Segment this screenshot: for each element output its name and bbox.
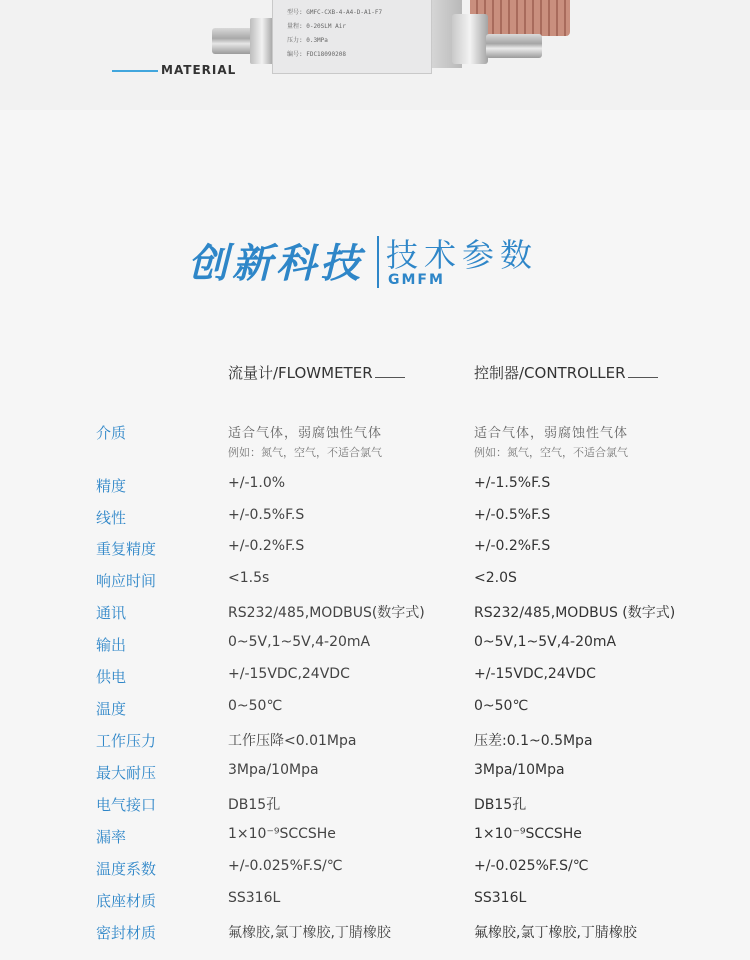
spec-label: 密封材质 (96, 924, 157, 942)
controller-value: 0~50℃ (474, 698, 529, 714)
nameplate-line: 型号: GMFC-CXB-4-A4-D-A1-F7 (287, 9, 383, 16)
spec-label: 重复精度 (96, 540, 157, 558)
medium-example-text: 例如：氮气，空气，不适合氯气 (474, 446, 628, 459)
flowmeter-value: +/-15VDC,24VDC (228, 666, 350, 682)
title-divider (377, 236, 379, 288)
controller-value: +/-0.5%F.S (474, 507, 551, 523)
product-photo (0, 0, 750, 80)
controller-value: +/-1.5%F.S (474, 475, 551, 491)
flowmeter-value: +/-0.5%F.S (228, 507, 305, 523)
spec-label: 电气接口 (96, 796, 157, 814)
flowmeter-value: +/-0.025%F.S/℃ (228, 858, 343, 874)
medium-main-text: 适合气体，弱腐蚀性气体 (228, 426, 383, 441)
controller-value: +/-0.2%F.S (474, 538, 551, 554)
flowmeter-value: +/-0.2%F.S (228, 538, 305, 554)
medium-example-text: 例如：氮气，空气，不适合氯气 (228, 446, 382, 459)
controller-value: <2.0S (474, 570, 517, 586)
controller-value: 0~5V,1~5V,4-20mA (474, 634, 617, 650)
spec-label: 工作压力 (96, 732, 157, 750)
left-nut (250, 18, 274, 64)
controller-value: DB15孔 (474, 797, 527, 813)
flowmeter-value: +/-1.0% (228, 475, 286, 491)
nameplate-line: 编号: FDC18090208 (287, 51, 346, 58)
spec-label: 通讯 (96, 604, 127, 622)
spec-label: 供电 (96, 668, 127, 686)
flowmeter-value: <1.5s (228, 570, 270, 586)
spec-label: 温度系数 (96, 860, 157, 878)
material-label: MATERIAL (161, 63, 237, 77)
spec-label: 精度 (96, 477, 127, 495)
header-underline (375, 377, 405, 378)
spec-label: 温度 (96, 700, 127, 718)
flowmeter-value: SS316L (228, 890, 281, 906)
controller-value: SS316L (474, 890, 527, 906)
controller-value: +/-15VDC,24VDC (474, 666, 596, 682)
flowmeter-value: DB15孔 (228, 797, 281, 813)
controller-value: 氟橡胶,氯丁橡胶,丁腈橡胶 (474, 925, 637, 941)
spec-label: 输出 (96, 636, 127, 654)
right-fitting (486, 34, 542, 58)
flowmeter-value: 工作压降<0.01Mpa (228, 733, 357, 749)
controller-value: 3Mpa/10Mpa (474, 762, 565, 778)
flowmeter-value: RS232/485,MODBUS(数字式) (228, 605, 425, 621)
controller-value: RS232/485,MODBUS (数字式) (474, 605, 676, 621)
spec-label: 介质 (96, 424, 127, 442)
right-nut (452, 14, 488, 64)
brand-name: GMFM (388, 272, 445, 288)
flowmeter-value: 氟橡胶,氯丁橡胶,丁腈橡胶 (228, 925, 391, 941)
flowmeter-value: 3Mpa/10Mpa (228, 762, 319, 778)
flowmeter-value: 1×10⁻⁹SCCSHe (228, 826, 336, 842)
column-header-label: 流量计/FLOWMETER (228, 364, 373, 382)
column-header-label: 控制器/CONTROLLER (474, 364, 626, 382)
material-accent-line (112, 70, 158, 72)
spec-label: 线性 (96, 509, 127, 527)
spec-label: 漏率 (96, 828, 127, 846)
medium-main-text: 适合气体，弱腐蚀性气体 (474, 426, 629, 441)
flowmeter-value: 0~50℃ (228, 698, 283, 714)
column-header-controller (474, 362, 658, 383)
controller-value (474, 422, 628, 460)
spec-label: 响应时间 (96, 572, 157, 590)
nameplate-line: 量程: 0-20SLM Air (287, 23, 346, 30)
controller-value: +/-0.025%F.S/℃ (474, 858, 589, 874)
nameplate-line: 压力: 0.3MPa (287, 37, 328, 44)
flowmeter-value (228, 422, 382, 460)
nameplate (272, 0, 432, 74)
section-title: 技术参数 (386, 236, 539, 274)
column-header-flowmeter (228, 362, 405, 383)
spec-label: 最大耐压 (96, 764, 157, 782)
header-underline (628, 377, 658, 378)
flowmeter-value: 0~5V,1~5V,4-20mA (228, 634, 371, 650)
spec-label: 底座材质 (96, 892, 157, 910)
brand-title: 创新科技 (188, 240, 364, 287)
controller-value: 1×10⁻⁹SCCSHe (474, 826, 582, 842)
controller-value: 压差:0.1~0.5Mpa (474, 733, 593, 749)
